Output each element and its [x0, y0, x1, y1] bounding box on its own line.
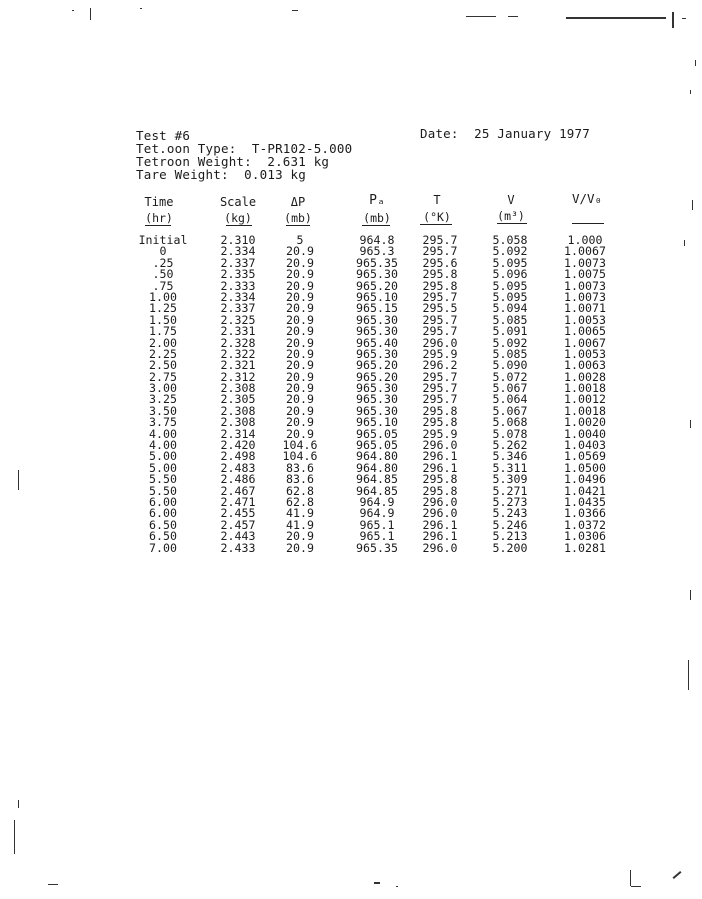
dp-cell: 20.9 [286, 335, 314, 350]
t-cell: 295.7 [422, 312, 458, 327]
t-cell: 295.7 [422, 324, 458, 339]
scale-cell: 2.420 [220, 438, 256, 453]
v-cell: 5.090 [492, 358, 528, 373]
v-ratio-cell: 1.0053 [564, 346, 606, 361]
t-cell: 295.7 [422, 392, 458, 407]
time-cell: 6.50 [149, 529, 177, 544]
pa-cell: 965.30 [356, 346, 398, 361]
v-cell: 5.058 [492, 233, 528, 247]
pa-cell: 965.3 [359, 244, 395, 259]
v-ratio-cell: 1.0053 [564, 312, 606, 327]
pa-cell: 965.30 [356, 403, 398, 418]
pa-cell: 965.1 [359, 517, 395, 532]
t-cell: 295.9 [422, 346, 458, 361]
time-cell: 2.50 [149, 358, 177, 373]
scale-cell: 2.455 [220, 506, 256, 521]
pa-cell: 965.35 [356, 540, 398, 555]
time-cell: 6.50 [149, 517, 177, 532]
v-ratio-cell: 1.000 [567, 233, 603, 247]
scale-cell: 2.325 [220, 312, 256, 327]
t-cell: 295.7 [422, 369, 458, 384]
v-cell: 5.091 [492, 324, 528, 339]
column-underline-vr [572, 223, 604, 224]
time-cell: .50 [152, 267, 174, 282]
date-value: 25 January 1977 [474, 126, 590, 141]
time-cell: 1.25 [149, 301, 177, 316]
t-cell: 296.1 [422, 460, 458, 475]
t-cell: 295.5 [422, 301, 458, 316]
column-unit-time: (hr) [145, 211, 173, 225]
scale-cell: 2.443 [220, 529, 256, 544]
date-label: Date: [420, 126, 459, 141]
scale-cell: 2.328 [220, 335, 256, 350]
scale-cell: 2.471 [220, 494, 256, 509]
pa-cell: 965.20 [356, 278, 398, 293]
t-cell: 295.8 [422, 472, 458, 487]
t-cell: 296.1 [422, 449, 458, 464]
t-cell: 295.7 [422, 244, 458, 259]
v-cell: 5.068 [492, 415, 528, 430]
v-cell: 5.311 [492, 460, 528, 475]
scale-cell: 2.308 [220, 415, 256, 430]
v-ratio-cell: 1.0012 [564, 392, 606, 407]
scale-cell: 2.483 [220, 460, 256, 475]
column-title-t: T [433, 193, 441, 207]
column-underline-time [145, 225, 171, 226]
scale-cell: 2.308 [220, 381, 256, 396]
column-title-vr: V/V₀ [571, 191, 603, 206]
pa-cell: 965.10 [356, 415, 398, 430]
v-ratio-cell: 1.0281 [564, 540, 606, 555]
dp-cell: 20.9 [286, 540, 314, 555]
t-cell: 296.1 [422, 529, 458, 544]
scale-cell: 2.486 [220, 472, 256, 487]
column-unit-dp: (mb) [284, 211, 312, 225]
scale-cell: 2.321 [220, 358, 256, 373]
v-ratio-cell: 1.0018 [564, 381, 606, 396]
t-cell: 295.8 [422, 415, 458, 430]
scale-cell: 2.314 [220, 426, 256, 441]
dp-cell: 20.9 [286, 415, 314, 430]
pa-cell: 965.30 [356, 324, 398, 339]
v-ratio-cell: 1.0040 [564, 426, 606, 441]
scale-cell: 2.337 [220, 301, 256, 316]
dp-cell: 20.9 [286, 403, 314, 418]
v-cell: 5.067 [492, 403, 528, 418]
v-cell: 5.095 [492, 255, 528, 270]
data-table [0, 235, 702, 554]
scale-cell: 2.334 [220, 244, 256, 259]
time-cell: 2.75 [149, 369, 177, 384]
v-ratio-cell: 1.0500 [564, 460, 606, 475]
v-cell: 5.092 [492, 244, 528, 259]
v-cell: 5.243 [492, 506, 528, 521]
v-cell: 5.092 [492, 335, 528, 350]
dp-cell: 83.6 [286, 460, 314, 475]
v-ratio-cell: 1.0569 [564, 449, 606, 464]
v-cell: 5.095 [492, 289, 528, 304]
time-cell: 5.00 [149, 449, 177, 464]
pa-cell: 964.85 [356, 472, 398, 487]
scale-cell: 2.322 [220, 346, 256, 361]
v-cell: 5.095 [492, 278, 528, 293]
dp-cell: 20.9 [286, 426, 314, 441]
time-cell: 6.00 [149, 494, 177, 509]
pa-cell: 965.05 [356, 426, 398, 441]
time-cell: 2.00 [149, 335, 177, 350]
scale-cell: 2.335 [220, 267, 256, 282]
v-ratio-cell: 1.0306 [564, 529, 606, 544]
dp-cell: 83.6 [286, 472, 314, 487]
dp-cell: 20.9 [286, 301, 314, 316]
column-underline-v [497, 223, 527, 224]
time-cell: 7.00 [149, 540, 177, 555]
t-cell: 296.1 [422, 517, 458, 532]
time-cell: 0 [159, 244, 167, 259]
pa-cell: 964.9 [359, 506, 395, 521]
dp-cell: 20.9 [286, 392, 314, 407]
dp-cell: 20.9 [286, 244, 314, 259]
dp-cell: 20.9 [286, 346, 314, 361]
t-cell: 295.7 [422, 233, 458, 247]
pa-cell: 964.9 [359, 494, 395, 509]
v-cell: 5.273 [492, 494, 528, 509]
pa-cell: 965.20 [356, 369, 398, 384]
scale-cell: 2.433 [220, 540, 256, 555]
t-cell: 295.8 [422, 278, 458, 293]
time-cell: 5.00 [149, 460, 177, 475]
time-cell: 1.50 [149, 312, 177, 327]
v-cell: 5.078 [492, 426, 528, 441]
v-ratio-cell: 1.0067 [564, 244, 606, 259]
v-ratio-cell: 1.0018 [564, 403, 606, 418]
time-cell: 3.75 [149, 415, 177, 430]
t-cell: 296.0 [422, 438, 458, 453]
dp-cell: 20.9 [286, 255, 314, 270]
pa-cell: 965.15 [356, 301, 398, 316]
v-cell: 5.271 [492, 483, 528, 498]
scale-cell: 2.308 [220, 403, 256, 418]
column-title-time: Time [144, 195, 174, 209]
time-cell: 3.25 [149, 392, 177, 407]
pa-cell: 965.30 [356, 267, 398, 282]
t-cell: 295.9 [422, 426, 458, 441]
scale-cell: 2.312 [220, 369, 256, 384]
pa-cell: 965.1 [359, 529, 395, 544]
dp-cell: 20.9 [286, 289, 314, 304]
scale-cell: 2.498 [220, 449, 256, 464]
v-ratio-cell: 1.0435 [564, 494, 606, 509]
dp-cell: 62.8 [286, 494, 314, 509]
pa-cell: 965.20 [356, 358, 398, 373]
dp-cell: 41.9 [286, 506, 314, 521]
pa-cell: 965.40 [356, 335, 398, 350]
tare-weight-line [136, 168, 306, 181]
scale-cell: 2.310 [220, 233, 256, 247]
t-cell: 296.2 [422, 358, 458, 373]
v-cell: 5.346 [492, 449, 528, 464]
scale-cell: 2.331 [220, 324, 256, 339]
test-number: Test #6 [136, 128, 191, 143]
time-cell: 3.50 [149, 403, 177, 418]
v-ratio-cell: 1.0020 [564, 415, 606, 430]
v-cell: 5.085 [492, 346, 528, 361]
t-cell: 295.7 [422, 289, 458, 304]
t-cell: 296.0 [422, 494, 458, 509]
date-line [420, 127, 590, 140]
v-cell: 5.067 [492, 381, 528, 396]
v-ratio-cell: 1.0496 [564, 472, 606, 487]
dp-cell: 20.9 [286, 312, 314, 327]
t-cell: 295.8 [422, 267, 458, 282]
v-cell: 5.064 [492, 392, 528, 407]
column-underline-t [420, 224, 452, 225]
t-cell: 295.6 [422, 255, 458, 270]
v-cell: 5.085 [492, 312, 528, 327]
table-row [0, 540, 702, 555]
v-ratio-cell: 1.0075 [564, 267, 606, 282]
v-ratio-cell: 1.0372 [564, 517, 606, 532]
v-ratio-cell: 1.0421 [564, 483, 606, 498]
pa-cell: 964.8 [359, 233, 395, 247]
time-cell: .25 [152, 255, 174, 270]
column-underline-dp [286, 225, 310, 226]
dp-cell: 20.9 [286, 324, 314, 339]
column-unit-scale: (kg) [224, 211, 252, 225]
column-unit-pa: (mb) [363, 211, 391, 225]
v-ratio-cell: 1.0073 [564, 255, 606, 270]
tetroon-weight-value: 2.631 kg [267, 154, 330, 169]
column-title-v: V [507, 193, 515, 207]
column-underline-scale [226, 225, 252, 226]
v-ratio-cell: 1.0028 [564, 369, 606, 384]
time-cell: 2.25 [149, 346, 177, 361]
time-cell: 1.00 [149, 289, 177, 304]
dp-cell: 41.9 [286, 517, 314, 532]
t-cell: 295.7 [422, 381, 458, 396]
v-ratio-cell: 1.0366 [564, 506, 606, 521]
dp-cell: 104.6 [282, 438, 318, 453]
column-underline-pa [362, 225, 390, 226]
pa-cell: 965.30 [356, 312, 398, 327]
dp-cell: 5 [296, 233, 304, 247]
v-cell: 5.072 [492, 369, 528, 384]
pa-cell: 965.30 [356, 381, 398, 396]
dp-cell: 20.9 [286, 381, 314, 396]
column-title-scale: Scale [219, 195, 257, 209]
time-cell: 1.75 [149, 324, 177, 339]
v-ratio-cell: 1.0067 [564, 335, 606, 350]
column-unit-t: (°K) [423, 210, 451, 224]
dp-cell: 20.9 [286, 369, 314, 384]
pa-cell: 964.85 [356, 483, 398, 498]
time-cell: 5.50 [149, 472, 177, 487]
scale-cell: 2.334 [220, 289, 256, 304]
t-cell: 296.0 [422, 540, 458, 555]
v-ratio-cell: 1.0071 [564, 301, 606, 316]
t-cell: 295.8 [422, 403, 458, 418]
t-cell: 296.0 [422, 335, 458, 350]
scale-cell: 2.305 [220, 392, 256, 407]
pa-cell: 965.05 [356, 438, 398, 453]
dp-cell: 20.9 [286, 529, 314, 544]
v-ratio-cell: 1.0063 [564, 358, 606, 373]
scale-cell: 2.337 [220, 255, 256, 270]
dp-cell: 104.6 [282, 449, 318, 464]
pa-cell: 965.35 [356, 255, 398, 270]
column-title-pa: Pₐ [369, 193, 385, 208]
scale-cell: 2.457 [220, 517, 256, 532]
dp-cell: 20.9 [286, 358, 314, 373]
time-cell: .75 [152, 278, 174, 293]
v-ratio-cell: 1.0065 [564, 324, 606, 339]
dp-cell: 20.9 [286, 278, 314, 293]
pa-cell: 965.10 [356, 289, 398, 304]
t-cell: 296.0 [422, 506, 458, 521]
tetroon-type-value: T-PR102-5.000 [251, 141, 353, 156]
time-cell: Initial [138, 233, 188, 247]
pa-cell: 964.80 [356, 449, 398, 464]
time-cell: 4.00 [149, 426, 177, 441]
t-cell: 295.8 [422, 483, 458, 498]
v-cell: 5.094 [492, 301, 528, 316]
v-cell: 5.096 [492, 267, 528, 282]
v-ratio-cell: 1.0403 [564, 438, 606, 453]
tetroon-type-label: Tet.oon Type: [136, 141, 237, 156]
scale-cell: 2.333 [220, 278, 256, 293]
tare-weight-label: Tare Weight: [136, 167, 229, 182]
column-unit-v: (m³) [497, 209, 525, 223]
v-ratio-cell: 1.0073 [564, 278, 606, 293]
tare-weight-value: 0.013 kg [244, 167, 306, 182]
time-cell: 5.50 [149, 483, 177, 498]
v-cell: 5.262 [492, 438, 528, 453]
time-cell: 6.00 [149, 506, 177, 521]
dp-cell: 62.8 [286, 483, 314, 498]
pa-cell: 964.80 [356, 460, 398, 475]
v-cell: 5.246 [492, 517, 528, 532]
tetroon-weight-label: Tetroon Weight: [136, 154, 252, 169]
v-cell: 5.200 [492, 540, 528, 555]
v-cell: 5.213 [492, 529, 528, 544]
scale-cell: 2.467 [220, 483, 256, 498]
v-ratio-cell: 1.0073 [564, 289, 606, 304]
time-cell: 3.00 [149, 381, 177, 396]
v-cell: 5.309 [492, 472, 528, 487]
time-cell: 4.00 [149, 438, 177, 453]
column-title-dp: ΔP [290, 195, 306, 209]
dp-cell: 20.9 [286, 267, 314, 282]
pa-cell: 965.30 [356, 392, 398, 407]
